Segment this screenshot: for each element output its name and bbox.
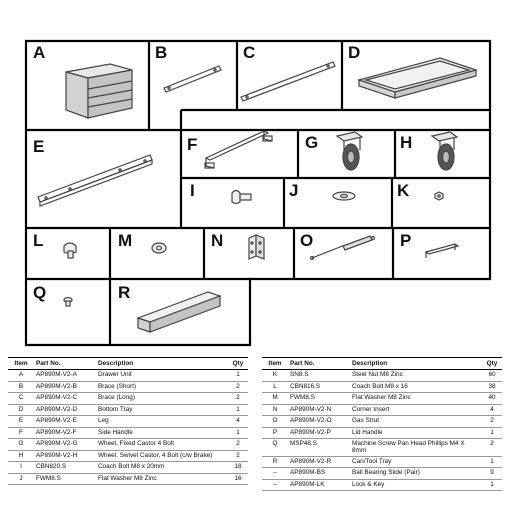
table-row: [8, 370, 248, 382]
brace-short-drawing: [164, 66, 221, 92]
table-row: [262, 456, 502, 468]
row-description: Drawer Unit: [96, 370, 228, 382]
row-item: D: [8, 404, 34, 416]
row-description: Coach Bolt M8 x 20mm: [96, 462, 228, 474]
drawer-unit-drawing: [66, 64, 132, 118]
header-qty: Qty: [482, 358, 502, 370]
brace-long-drawing: [241, 62, 335, 101]
row-description: Bottom Tray: [96, 404, 228, 416]
row-qty: 16: [228, 473, 248, 485]
table-row: [8, 404, 248, 416]
cell-letter-l: L: [33, 231, 44, 250]
row-part-no: FWM8.S: [34, 473, 96, 485]
cell-letter-o: O: [300, 231, 314, 250]
row-qty: 1: [482, 479, 502, 491]
row-item: K: [262, 370, 288, 382]
table-row: [262, 404, 502, 416]
row-item: H: [8, 450, 34, 462]
cell-letter-f: F: [187, 135, 198, 154]
cell-letter-i: I: [190, 181, 195, 200]
table-row: [8, 439, 248, 451]
cell-letter-e: E: [33, 137, 45, 156]
lid-handle-drawing: [426, 244, 458, 258]
cell-letter-h: H: [400, 133, 413, 152]
table-header-row: [8, 358, 248, 370]
row-part-no: AP890M-BS: [288, 468, 350, 480]
cell-letter-r: R: [118, 283, 131, 302]
row-item: --: [262, 468, 288, 480]
table-row: [262, 416, 502, 428]
row-item: F: [8, 427, 34, 439]
row-item: L: [262, 381, 288, 393]
row-item: --: [262, 479, 288, 491]
row-part-no: AP890M-LK: [288, 479, 350, 491]
row-item: R: [262, 456, 288, 468]
cell-letter-p: P: [400, 231, 412, 250]
header-description: Description: [96, 358, 228, 370]
row-part-no: AP890M-V2-A: [34, 370, 96, 382]
table-row: [262, 381, 502, 393]
coach-bolt-20-drawing: [232, 191, 251, 204]
flat-washer-drawing: [333, 192, 355, 200]
fixed-castor-drawing: [337, 132, 362, 170]
header-part-no: Part No.: [34, 358, 96, 370]
row-description: Lid Handle: [350, 427, 482, 439]
cell-letter-a: A: [33, 43, 46, 62]
table-row: [8, 450, 248, 462]
parts-table-right: [262, 357, 502, 491]
row-part-no: AP890M-V2-N: [288, 404, 350, 416]
row-item: E: [8, 416, 34, 428]
row-qty: 1: [228, 404, 248, 416]
row-qty: 2: [228, 439, 248, 451]
row-description: Leg: [96, 416, 228, 428]
cell-letter-n: N: [211, 231, 224, 250]
row-description: Lock & Key: [350, 479, 482, 491]
row-part-no: AP890M-V2-O: [288, 416, 350, 428]
header-qty: Qty: [228, 358, 248, 370]
row-qty: 38: [482, 381, 502, 393]
table-row: [262, 439, 502, 457]
row-qty: 2: [228, 381, 248, 393]
row-description: Side Handle: [96, 427, 228, 439]
header-description: Description: [350, 358, 482, 370]
flat-washer-40-drawing: [152, 243, 166, 253]
table-header-row: [262, 358, 502, 370]
row-description: Brace (Short): [96, 381, 228, 393]
row-description: Ball Bearing Slide (Pair): [350, 468, 482, 480]
table-row: [262, 370, 502, 382]
table-row: [8, 462, 248, 474]
row-part-no: AP890M-V2-D: [34, 404, 96, 416]
row-qty: 1: [482, 456, 502, 468]
row-part-no: CBN816.S: [288, 381, 350, 393]
row-qty: 1: [482, 427, 502, 439]
cell-letter-c: C: [243, 43, 256, 62]
cell-letter-q: Q: [33, 283, 47, 302]
row-item: A: [8, 370, 34, 382]
leg-drawing: [38, 155, 152, 206]
header-part-no: Part No.: [288, 358, 350, 370]
table-row: [262, 393, 502, 405]
can-tool-tray-drawing: [138, 292, 220, 332]
coach-bolt-16-drawing: [64, 243, 76, 258]
steel-nut-drawing: [435, 192, 443, 200]
row-part-no: AP890M-V2-B: [34, 381, 96, 393]
table-row: [8, 416, 248, 428]
row-description: Corner Insert: [350, 404, 482, 416]
row-qty: 2: [482, 416, 502, 428]
cell-letter-m: M: [118, 231, 133, 250]
machine-screw-drawing: [64, 298, 72, 307]
row-description: Wheel, Fixed Castor 4 Bolt: [96, 439, 228, 451]
row-description: Flat Washer M8 Zinc: [96, 473, 228, 485]
row-item: C: [8, 393, 34, 405]
row-qty: 2: [228, 450, 248, 462]
row-item: Q: [262, 439, 288, 457]
row-description: Coach Bolt M8 x 16: [350, 381, 482, 393]
row-item: P: [262, 427, 288, 439]
row-part-no: MSP48.S: [288, 439, 350, 457]
parts-table-left: [8, 357, 248, 485]
row-qty: 40: [482, 393, 502, 405]
table-row: [8, 473, 248, 485]
corner-insert-drawing: [249, 235, 264, 259]
row-qty: 18: [228, 462, 248, 474]
row-description: Machine Screw Pan Head Phillips M4 X 8mm: [350, 439, 482, 457]
row-qty: 60: [482, 370, 502, 382]
row-item: B: [8, 381, 34, 393]
header-item: Item: [262, 358, 288, 370]
row-qty: 9: [482, 468, 502, 480]
row-part-no: AP890M-V2-P: [288, 427, 350, 439]
table-row: [8, 381, 248, 393]
row-part-no: SN8.S: [288, 370, 350, 382]
swivel-castor-drawing: [432, 132, 457, 170]
row-part-no: AP890M-V2-R: [288, 456, 350, 468]
table-row: [262, 468, 502, 480]
bottom-tray-drawing: [359, 58, 476, 98]
row-qty: 4: [228, 416, 248, 428]
table-row: [262, 427, 502, 439]
row-item: N: [262, 404, 288, 416]
row-item: I: [8, 462, 34, 474]
cell-letter-j: J: [289, 181, 299, 200]
table-row: [8, 427, 248, 439]
side-handle-drawing: [205, 131, 272, 168]
cell-letter-k: K: [397, 181, 410, 200]
table-row: [8, 393, 248, 405]
row-part-no: AP890M-V2-F: [34, 427, 96, 439]
row-description: Brace (Long): [96, 393, 228, 405]
gas-strut-drawing: [311, 236, 375, 260]
table-row: [262, 479, 502, 491]
row-qty: 2: [482, 439, 502, 457]
cell-letter-b: B: [155, 43, 168, 62]
row-part-no: AP890M-V2-C: [34, 393, 96, 405]
cell-letter-d: D: [348, 43, 361, 62]
row-description: Can/Tool Tray: [350, 456, 482, 468]
row-description: Gas Strut: [350, 416, 482, 428]
row-item: M: [262, 393, 288, 405]
row-part-no: CBN820.S: [34, 462, 96, 474]
row-part-no: FWM8.S: [288, 393, 350, 405]
row-item: J: [8, 473, 34, 485]
row-description: Flat Washer M8 Zinc: [350, 393, 482, 405]
row-part-no: AP890M-V2-E: [34, 416, 96, 428]
row-qty: 1: [228, 427, 248, 439]
row-description: Steel Nut M8 Zinc: [350, 370, 482, 382]
row-qty: 4: [482, 404, 502, 416]
row-qty: 1: [228, 370, 248, 382]
row-item: O: [262, 416, 288, 428]
row-qty: 2: [228, 393, 248, 405]
cell-letter-g: G: [305, 133, 319, 152]
row-item: G: [8, 439, 34, 451]
header-item: Item: [8, 358, 34, 370]
row-part-no: AP890M-V2-H: [34, 450, 96, 462]
row-part-no: AP890M-V2-G: [34, 439, 96, 451]
row-description: Wheel, Swivel Castor, 4 Bolt (c/w Brake): [96, 450, 228, 462]
